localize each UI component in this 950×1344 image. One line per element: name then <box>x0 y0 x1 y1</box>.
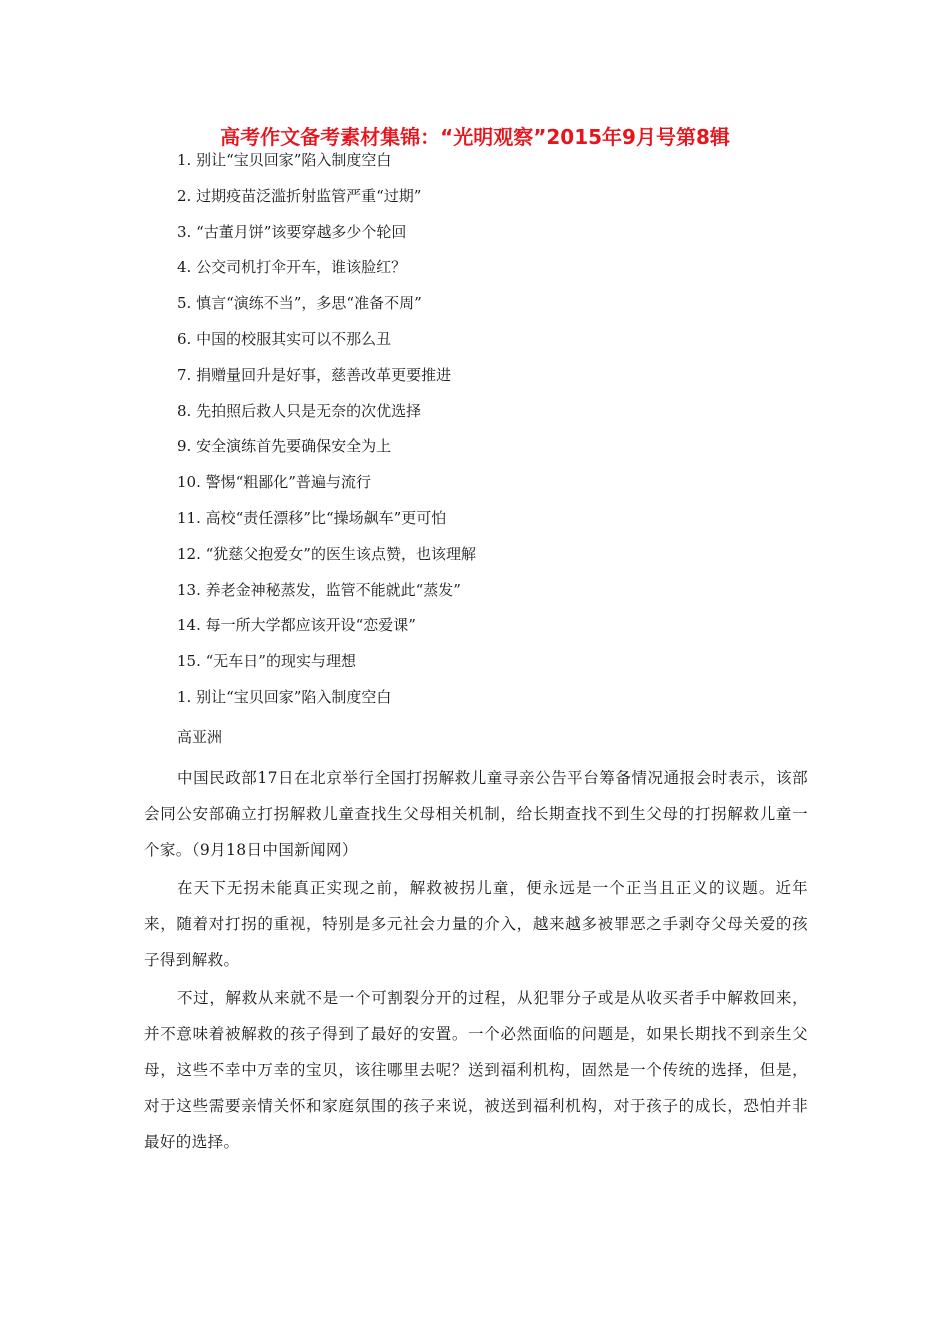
article-author: 高亚洲 <box>177 728 223 746</box>
table-of-contents <box>177 145 837 718</box>
toc-item: 11. 高校“责任漂移”比“操场飙车”更可怕 <box>177 508 447 527</box>
toc-item: 9. 安全演练首先要确保安全为上 <box>177 437 392 456</box>
toc-item: 4. 公交司机打伞开车，谁该脸红？ <box>177 258 407 277</box>
toc-item: 10. 警惕“粗鄙化”普遍与流行 <box>177 473 371 492</box>
article-body <box>144 760 808 1162</box>
toc-item: 12. “犹慈父抱爱女”的医生该点赞，也该理解 <box>177 544 476 563</box>
toc-item: 7. 捐赠量回升是好事，慈善改革更要推进 <box>177 365 452 384</box>
toc-item: 2. 过期疫苗泛滥折射监管严重“过期” <box>177 186 422 205</box>
toc-item: 1. 别让“宝贝回家”陷入制度空白 <box>177 151 392 169</box>
toc-item: 14. 每一所大学都应该开设“恋爱课” <box>177 616 416 635</box>
document-title: 高考作文备考素材集锦：“光明观察”2015年9月号第8辑 <box>220 125 730 149</box>
toc-item: 15. “无车日”的现实与理想 <box>177 652 356 671</box>
toc-item: 8. 先拍照后救人只是无奈的次优选择 <box>177 401 422 420</box>
toc-item: 3. “古董月饼”该要穿越多少个轮回 <box>177 222 407 241</box>
toc-item: 13. 养老金神秘蒸发，监管不能就此“蒸发” <box>177 580 461 599</box>
paragraph: 在天下无拐未能真正实现之前，解救被拐儿童，便永远是一个正当且正义的议题。近年来，随着对打拐的重视，特别是多元社会力量的介入，越来越多被罪恶之手剥夺父母关爱的孩子得到解救。 <box>144 879 808 969</box>
paragraph: 中国民政部17日在北京举行全国打拐解救儿童寻亲公告平台筹备情况通报会时表示，该部会同公安部确立打拐解救儿童查找生父母相关机制，给长期查找不到生父母的打拐解救儿童一个家。（9月18日中国新闻网） <box>144 769 808 859</box>
section-heading: 1. 别让“宝贝回家”陷入制度空白 <box>177 687 392 706</box>
toc-item: 6. 中国的校服其实可以不那么丑 <box>177 329 392 348</box>
paragraph: 不过，解救从来就不是一个可割裂分开的过程，从犯罪分子或是从收买者手中解救回来，并不意味着被解救的孩子得到了最好的安置。一个必然面临的问题是，如果长期找不到亲生父母，这些不幸中万幸的宝贝，该往哪里去呢？送到福利机构，固然是一个传统的选择，但是，对于这些需要亲情关怀和家庭氛围的孩子来说，被送到福利机构，对于孩子的成长，恐怕并非最好的选择。 <box>144 989 808 1151</box>
toc-item: 5. 慎言“演练不当”，多思“准备不周” <box>177 294 422 313</box>
